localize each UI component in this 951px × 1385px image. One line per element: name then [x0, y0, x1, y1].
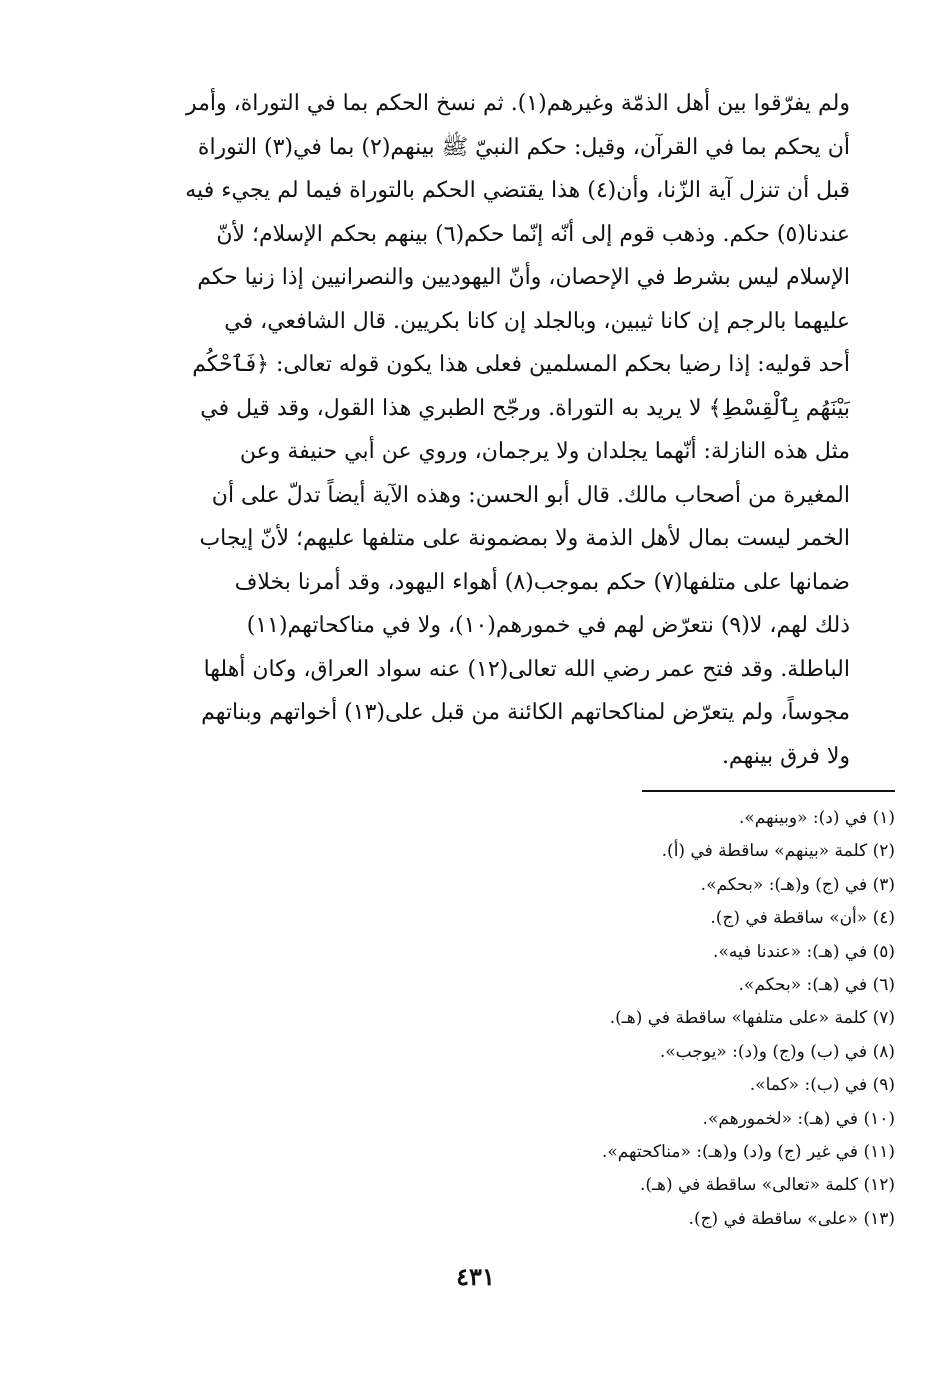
- footnote-divider: [642, 790, 895, 792]
- footnote: (١٠) في (هـ): «لخمورهم».: [702, 1108, 895, 1129]
- text-line: الإسلام ليس بشرط في الإحصان، وأنّ اليهوديين والنصرانيين إذا زنيا حكم: [197, 265, 850, 290]
- footnote: (٢) كلمة «بينهم» ساقطة في (أ).: [661, 841, 895, 862]
- text-line: ولا فرق بينهم.: [721, 743, 850, 769]
- footnote: (١) في (د): «وبينهم».: [738, 808, 895, 828]
- main-text-block: [150, 82, 850, 778]
- footnotes-block: [430, 802, 895, 1236]
- page-number: ٤٣١: [456, 1262, 495, 1291]
- text-line: المغيرة من أصحاب مالك. قال أبو الحسن: وهذه الآية أيضاً تدلّ على أن: [211, 482, 850, 508]
- footnote: (٧) كلمة «على متلفها» ساقطة في (هـ).: [609, 1008, 895, 1029]
- text-line: قبل أن تنزل آية الزّنا، وأن(٤) هذا يقتضي الحكم بالتوراة فيما لم يجيء فيه: [185, 178, 850, 203]
- text-line: ضمانها على متلفها(٧) حكم بموجب(٨) أهواء اليهود، وقد أمرنا بخلاف: [234, 569, 850, 595]
- footnote: (٥) في (هـ): «عندنا فيه».: [713, 941, 895, 962]
- footnote: (١٢) كلمة «تعالى» ساقطة في (هـ).: [639, 1175, 895, 1196]
- text-line: الباطلة. وقد فتح عمر رضي الله تعالى(١٢) عنه سواد العراق، وكان أهلها: [203, 656, 850, 682]
- footnote: (١١) في غير (ج) و(د) و(هـ): «مناكحتهم».: [601, 1141, 895, 1162]
- text-line: عليهما بالرجم إن كانا ثيبين، وبالجلد إن كانا بكريين. قال الشافعي، في: [224, 308, 850, 334]
- text-line: الخمر ليست بمال لأهل الذمة ولا بمضمونة على متلفها عليهم؛ لأنّ إيجاب: [199, 526, 850, 551]
- text-line: ولم يفرّقوا بين أهل الذمّة وغيرهم(١). ثم نسخ الحكم بما في التوراة، وأمر: [185, 91, 850, 116]
- text-line: ذلك لهم، لا(٩) نتعرّض لهم في خمورهم(١٠)، ولا في مناكحاتهم(١١): [246, 613, 850, 638]
- footnote: (٩) في (ب): «كما».: [749, 1075, 895, 1096]
- footnote: (٦) في (هـ): «بحكم».: [738, 974, 895, 995]
- text-line: مجوساً، ولم يتعرّض لمناكحاتهم الكائنة من قبل على(١٣) أخواتهم وبناتهم: [201, 700, 850, 725]
- text-line: أحد قوليه: إذا رضيا بحكم المسلمين فعلى هذا يكون قوله تعالى: ﴿فَٱحْكُم: [192, 352, 850, 377]
- text-line: أن يحكم بما في القرآن، وقيل: حكم النبيّ ﷺ بينهم(٢) بما في(٣) التوراة: [197, 134, 850, 160]
- text-line: بَيْنَهُم بِٱلْقِسْطِ﴾ لا يريد به التوراة. ورجّح الطبري هذا القول، وقد قيل في: [200, 395, 850, 421]
- footnote: (١٣) «على» ساقطة في (ج).: [688, 1208, 895, 1229]
- footnote: (٣) في (ج) و(هـ): «بحكم».: [700, 874, 895, 895]
- text-line: عندنا(٥) حكم. وذهب قوم إلى أنّه إنّما حكم(٦) بينهم بحكم الإسلام؛ لأنّ: [216, 221, 850, 247]
- text-line: مثل هذه النازلة: أنّهما يجلدان ولا يرجمان، وروي عن أبي حنيفة وعن: [239, 439, 850, 464]
- footnote: (٨) في (ب) و(ج) و(د): «يوجب».: [659, 1041, 895, 1062]
- footnote: (٤) «أن» ساقطة في (ج).: [710, 908, 895, 929]
